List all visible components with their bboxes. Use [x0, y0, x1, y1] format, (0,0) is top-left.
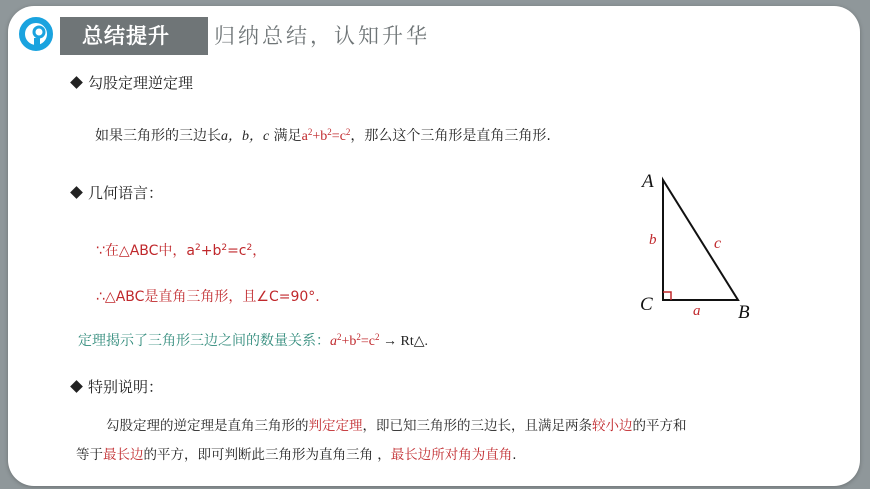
side-a-label: a [693, 303, 701, 319]
relation-statement: 定理揭示了三角形三边之间的数量关系：$a^2+b^2=c^2$ → Rt△. [78, 332, 429, 349]
special-note-heading: 特别说明： [72, 376, 163, 398]
geometry-language-heading: 几何语言： [72, 182, 163, 204]
theorem-equation: $a^2+b^2=c^2$ [301, 127, 351, 144]
triangle-outline [663, 180, 738, 300]
theorem-statement: 如果三角形的三边长a，b，c 满足$a^2+b^2=c^2$，那么这个三角形是直角三角形. [95, 127, 551, 144]
given-statement: ∵在△ABC中，$a^2+b^2=c^2$， [96, 243, 267, 259]
highlight-text: 最长边 [103, 447, 144, 463]
logo-icon [18, 16, 54, 52]
header-title: 总结提升 [60, 17, 208, 55]
relation-equation: $a^2+b^2=c^2$ [330, 332, 380, 349]
theorem-heading: 勾股定理逆定理 [72, 72, 193, 94]
side-b-label: b [649, 232, 657, 248]
diamond-bullet-icon [70, 380, 83, 393]
para-text: 的平方和 [632, 418, 687, 434]
highlight-text: 较小边 [592, 418, 633, 434]
vertex-c-label: C [640, 294, 653, 315]
diamond-bullet-icon [70, 186, 83, 199]
special-note-line-2 [76, 444, 517, 466]
right-triangle-diagram [630, 170, 770, 330]
para-text: . [512, 447, 517, 463]
right-angle-mark [663, 292, 671, 300]
highlight-text: 最长边所对角为直角 [390, 447, 513, 463]
vertex-a-label: A [642, 171, 654, 192]
diamond-bullet-icon [70, 76, 83, 89]
para-text: 等于 [76, 447, 103, 463]
para-text: ，即已知三角形的三边长，且满足两条 [362, 418, 592, 434]
conclusion-statement: ∴△ABC是直角三角形，且∠C=90°. [96, 289, 320, 305]
vertex-b-label: B [738, 302, 750, 323]
header-subtitle: 归纳总结，认知升华 [214, 24, 430, 48]
para-text: 勾股定理的逆定理是直角三角形的 [106, 418, 309, 434]
special-note-line-1 [106, 415, 687, 437]
side-c-label: c [714, 235, 722, 252]
highlight-text: 判定定理 [308, 418, 363, 434]
para-text: 的平方，即可判断此三角形为直角三角 ， [143, 447, 391, 463]
